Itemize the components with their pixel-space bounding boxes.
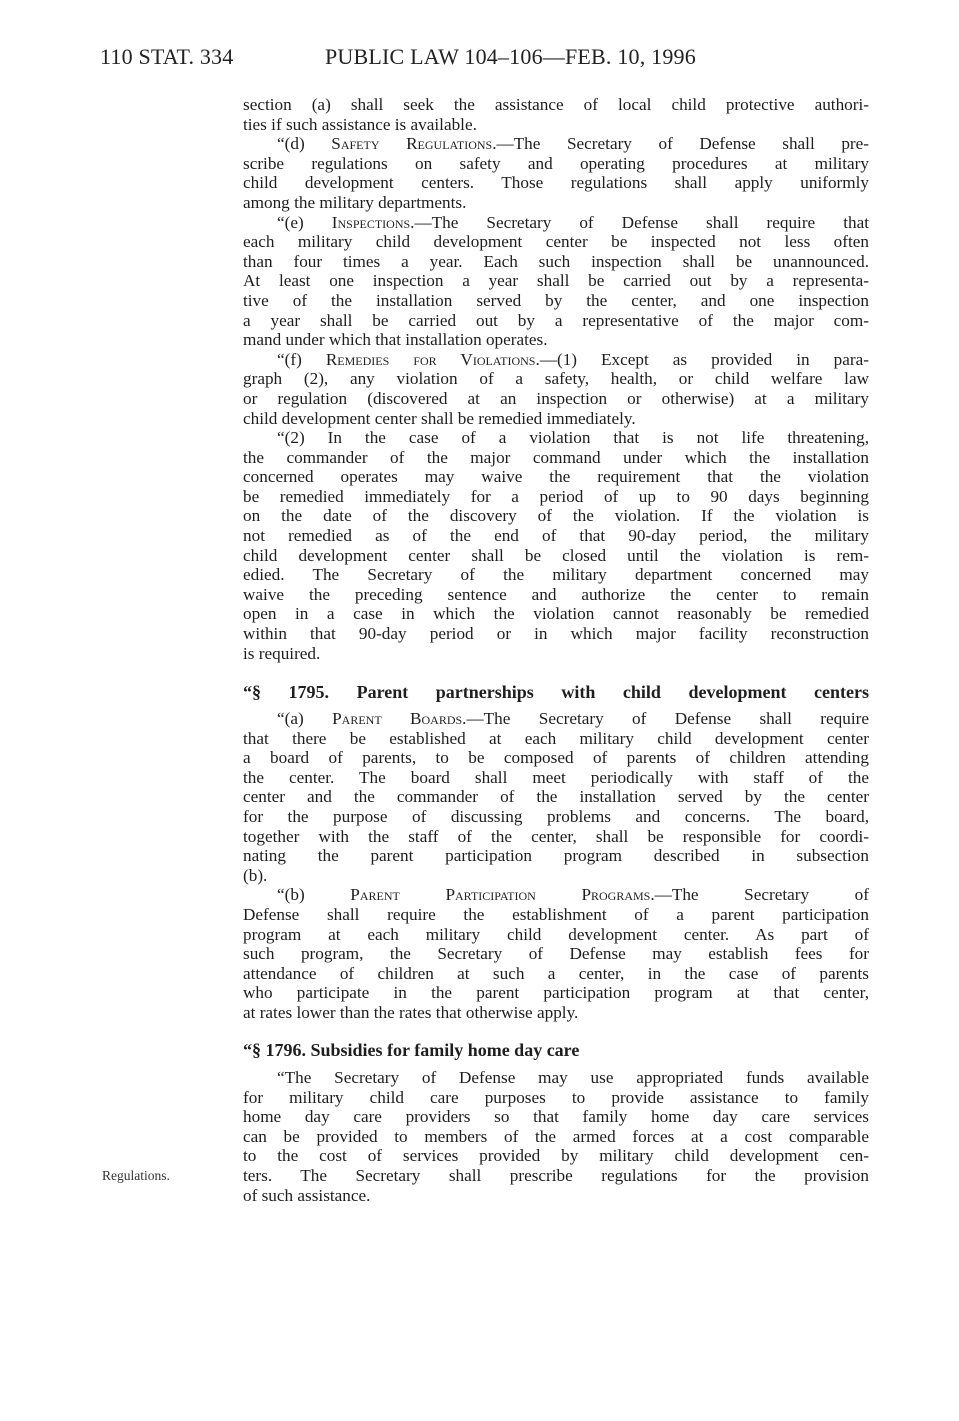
text-line: open in a case in which the violation cannot reasonably be remedied — [243, 604, 869, 624]
subsection-b-heading: Parent Participation Programs. — [350, 885, 655, 905]
text-line: together with the staff of the center, shall be responsible for coordi- — [243, 826, 869, 846]
text-line: within that 90-day period or in which major facility reconstruction — [243, 624, 869, 644]
text-line: ties if such assistance is available. — [243, 114, 477, 134]
text-line: program at each military child development center. As part of — [243, 924, 869, 944]
text-line: section (a) shall seek the assistance of local child protective authori- — [243, 95, 869, 114]
subsection-f-heading: Remedies for Violations. — [325, 349, 540, 369]
text-line: ters. The Secretary shall prescribe regulations for the provision — [243, 1165, 869, 1185]
text-line: graph (2), any violation of a safety, health, or child welfare law — [243, 369, 869, 389]
text-line: who participate in the parent participation program at that center, — [243, 983, 869, 1003]
public-law-title: PUBLIC LAW 104–106—FEB. 10, 1996 — [325, 44, 696, 69]
section-1796-heading: “§ 1796. Subsidies for family home day care — [243, 1040, 580, 1060]
text-line: child development center shall be closed until the violation is rem- — [243, 545, 869, 565]
text-line: scribe regulations on safety and operating procedures at military — [243, 153, 869, 173]
section-1795-body — [243, 709, 869, 1023]
section-1796-body — [243, 1068, 869, 1205]
text-line: nating the parent participation program described in subsection — [243, 846, 869, 866]
text-line: (b). — [243, 865, 268, 885]
text-line: home day care providers so that family home day care services — [243, 1107, 869, 1127]
text-line: concerned operates may waive the requirement that the violation — [243, 467, 869, 487]
text-block-main — [243, 95, 869, 663]
subsection-f-first-line: “(f) Remedies for Violations.—(1) Except as provided in para- — [277, 349, 869, 369]
text-line: child development center shall be remedied immediately. — [243, 408, 636, 428]
text-line: among the military departments. — [243, 192, 467, 212]
text-line: center and the commander of the installation served by the center — [243, 787, 869, 807]
text-line: attendance of children at such a center, in the case of parents — [243, 963, 869, 983]
section-1795-heading: “§ 1795. Parent partnerships with child development centers — [243, 682, 869, 702]
text-line: each military child development center be inspected not less often — [243, 232, 869, 252]
margin-note-regulations: Regulations. — [102, 1168, 170, 1183]
text-line: for the purpose of discussing problems and concerns. The board, — [243, 806, 869, 826]
text-line: or regulation (discovered at an inspection or otherwise) at a military — [243, 388, 869, 408]
text-line: “The Secretary of Defense may use appropriated funds available — [277, 1068, 869, 1087]
subsection-e-heading: Inspections. — [331, 212, 415, 232]
text-line: can be provided to members of the armed forces at a cost comparable — [243, 1126, 869, 1146]
text-line: that there be established at each military child development center — [243, 728, 869, 748]
text-line: for military child care purposes to provide assistance to family — [243, 1087, 869, 1107]
subsection-d-heading: Safety Regulations. — [331, 134, 497, 154]
text-line: a year shall be carried out by a representative of the major com- — [243, 310, 869, 330]
subsection-e-first-line: “(e) Inspections.—The Secretary of Defense shall require that — [277, 212, 869, 232]
text-line: not remedied as of the end of that 90-day period, the military — [243, 526, 869, 546]
subsection-a-first-line: “(a) Parent Boards.—The Secretary of Defense shall require — [277, 709, 869, 728]
text-line: waive the preceding sentence and authorize the center to remain — [243, 584, 869, 604]
text-line: is required. — [243, 643, 321, 663]
text-line: be remedied immediately for a period of up to 90 days beginning — [243, 486, 869, 506]
text-line: edied. The Secretary of the military department concerned may — [243, 565, 869, 585]
text-line: the center. The board shall meet periodically with staff of the — [243, 767, 869, 787]
subsection-d-first-line: “(d) Safety Regulations.—The Secretary of Defense shall pre- — [277, 134, 869, 154]
text-line: mand under which that installation operates. — [243, 330, 548, 350]
text-line: child development centers. Those regulations shall apply uniformly — [243, 173, 869, 193]
paragraph-2-first-line: “(2) In the case of a violation that is not life threatening, — [277, 428, 869, 448]
text-line: At least one inspection a year shall be carried out by a representa- — [243, 271, 869, 291]
text-line: to the cost of services provided by military child development cen- — [243, 1146, 869, 1166]
subsection-a-heading: Parent Boards. — [332, 709, 467, 728]
text-line: than four times a year. Each such inspection shall be unannounced. — [243, 251, 869, 271]
text-line: a board of parents, to be composed of parents of children attending — [243, 748, 869, 768]
text-line: of such assistance. — [243, 1185, 371, 1205]
text-line: at rates lower than the rates that otherwise apply. — [243, 1002, 579, 1022]
stat-page-number: 110 STAT. 334 — [100, 44, 234, 69]
subsection-b-first-line: “(b) Parent Participation Programs.—The Secretary of — [277, 885, 869, 905]
text-line: the commander of the major command under which the installation — [243, 447, 869, 467]
text-line: tive of the installation served by the center, and one inspection — [243, 290, 869, 310]
text-line: on the date of the discovery of the violation. If the violation is — [243, 506, 869, 526]
text-line: such program, the Secretary of Defense may establish fees for — [243, 944, 869, 964]
text-line: Defense shall require the establishment of a parent participation — [243, 904, 869, 924]
